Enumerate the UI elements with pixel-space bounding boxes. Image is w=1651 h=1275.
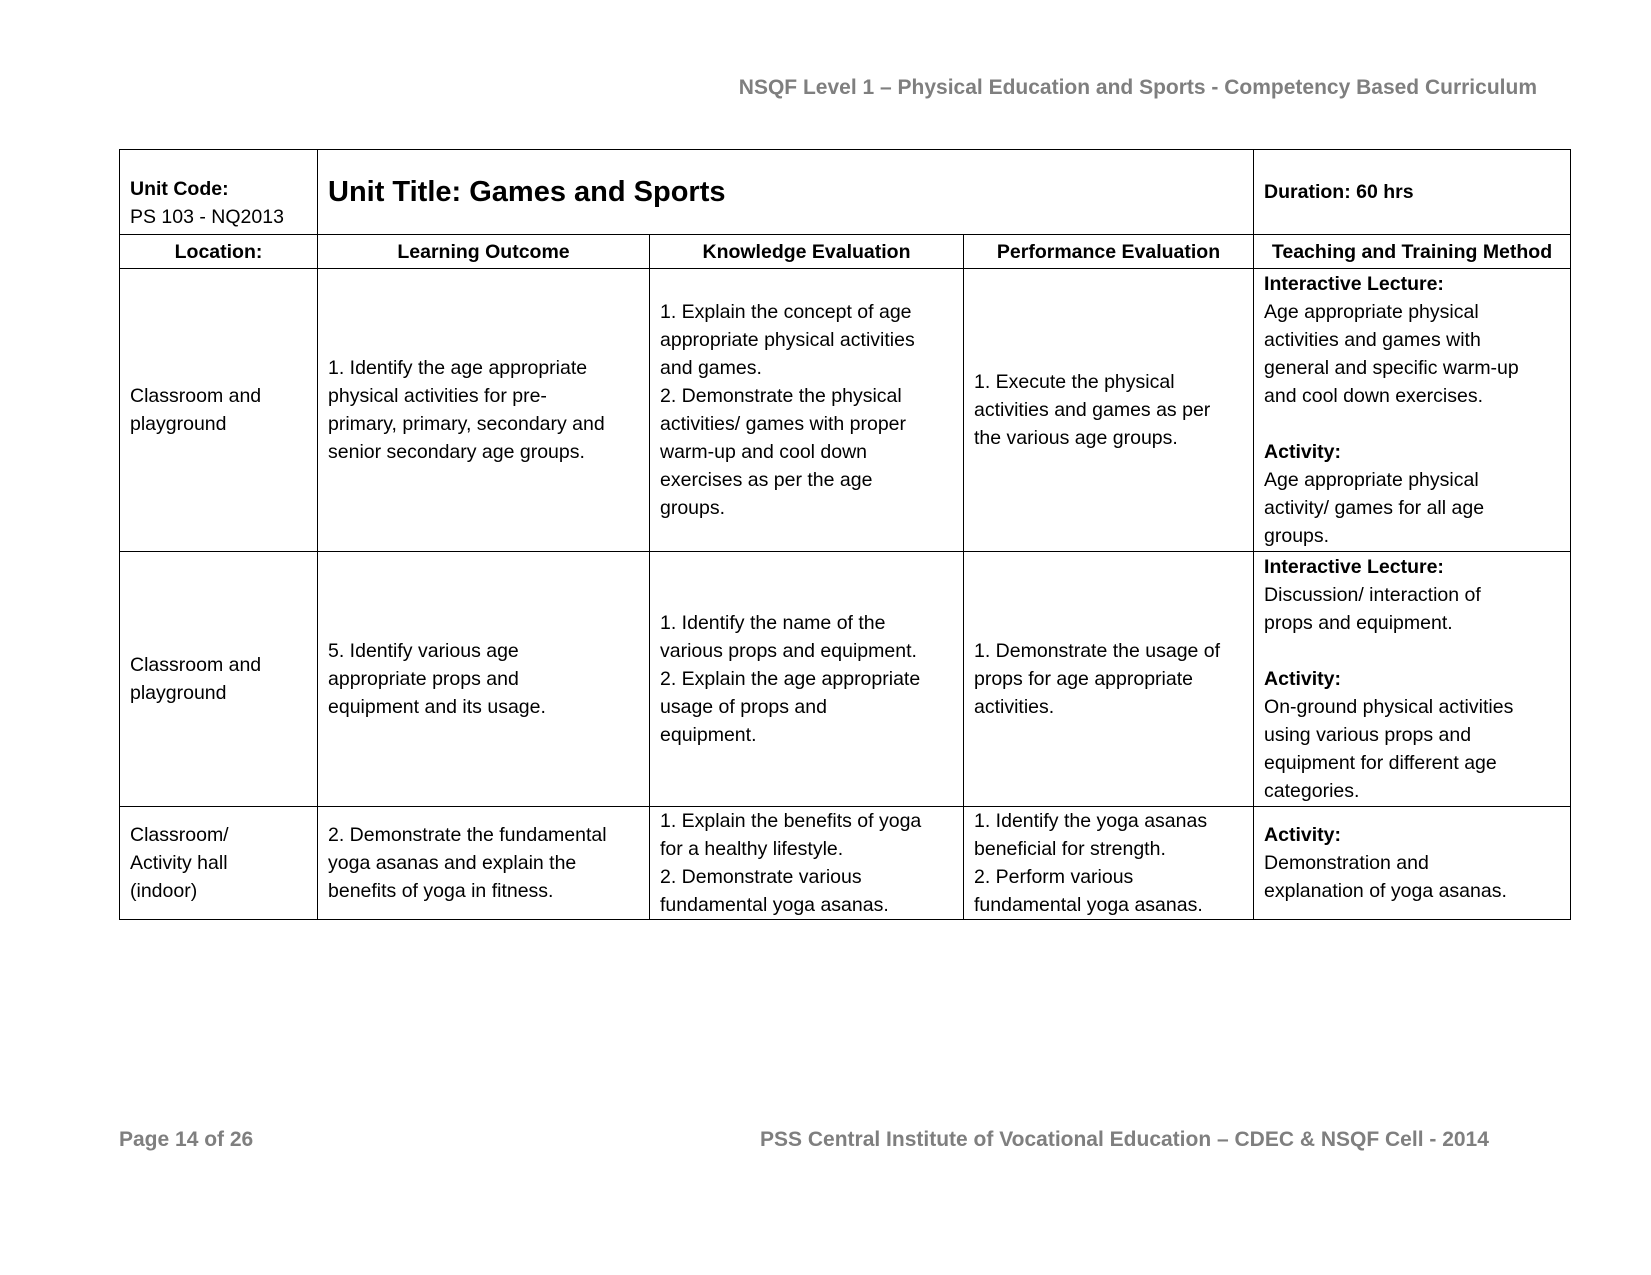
- curriculum-table: [119, 149, 1571, 920]
- column-header: Knowledge Evaluation: [650, 235, 964, 269]
- teaching-method-cell: Interactive Lecture: Age appropriate physical activities and games with general and specific warm-up and cool down exercises. Activity: Age appropriate physical activity/ games for all age groups.: [1254, 269, 1571, 552]
- performance-evaluation-cell: 1. Execute the physical activities and games as per the various age groups.: [964, 269, 1254, 552]
- learning-outcome-cell: 5. Identify various age appropriate props and equipment and its usage.: [318, 552, 650, 807]
- footer-institute: PSS Central Institute of Vocational Education – CDEC & NSQF Cell - 2014: [760, 1128, 1489, 1151]
- unit-header-row: [120, 150, 1571, 235]
- column-header: Learning Outcome: [318, 235, 650, 269]
- knowledge-evaluation-cell: 1. Explain the benefits of yoga for a healthy lifestyle. 2. Demonstrate various fundamental yoga asanas.: [650, 807, 964, 920]
- unit-code-value: PS 103 - NQ2013: [130, 206, 284, 228]
- unit-duration: Duration: 60 hrs: [1264, 181, 1414, 203]
- knowledge-evaluation-cell: 1. Identify the name of the various props and equipment. 2. Explain the age appropriate usage of props and equipment.: [650, 552, 964, 807]
- teaching-method-cell: Interactive Lecture: Discussion/ interaction of props and equipment. Activity: On-ground physical activities using various props and equipment for different age categories.: [1254, 552, 1571, 807]
- page-header-title: NSQF Level 1 – Physical Education and Sports - Competency Based Curriculum: [738, 76, 1537, 99]
- duration-cell: [1254, 150, 1571, 235]
- table-row: [120, 269, 1571, 552]
- table-row: [120, 807, 1571, 920]
- column-header-row: [120, 235, 1571, 269]
- performance-evaluation-cell: 1. Identify the yoga asanas beneficial for strength. 2. Perform various fundamental yoga asanas.: [964, 807, 1254, 920]
- location-cell: Classroom and playground: [120, 269, 318, 552]
- learning-outcome-cell: 2. Demonstrate the fundamental yoga asanas and explain the benefits of yoga in fitness.: [318, 807, 650, 920]
- learning-outcome-cell: 1. Identify the age appropriate physical activities for pre- primary, primary, secondary and senior secondary age groups.: [318, 269, 650, 552]
- location-cell: Classroom and playground: [120, 552, 318, 807]
- unit-code-cell: [120, 150, 318, 235]
- unit-title-cell: [318, 150, 1254, 235]
- column-header: Teaching and Training Method: [1254, 235, 1571, 269]
- knowledge-evaluation-cell: 1. Explain the concept of age appropriate physical activities and games. 2. Demonstrate the physical activities/ games with proper warm-up and cool down exercises as per the age groups.: [650, 269, 964, 552]
- location-cell: Classroom/ Activity hall (indoor): [120, 807, 318, 920]
- table-row: [120, 552, 1571, 807]
- performance-evaluation-cell: 1. Demonstrate the usage of props for age appropriate activities.: [964, 552, 1254, 807]
- page-number: Page 14 of 26: [119, 1128, 254, 1151]
- column-header: Performance Evaluation: [964, 235, 1254, 269]
- teaching-method-cell: Activity: Demonstration and explanation of yoga asanas.: [1254, 807, 1571, 920]
- column-header: Location:: [120, 235, 318, 269]
- unit-title: Unit Title: Games and Sports: [328, 176, 726, 208]
- unit-code-label: Unit Code:: [130, 178, 229, 200]
